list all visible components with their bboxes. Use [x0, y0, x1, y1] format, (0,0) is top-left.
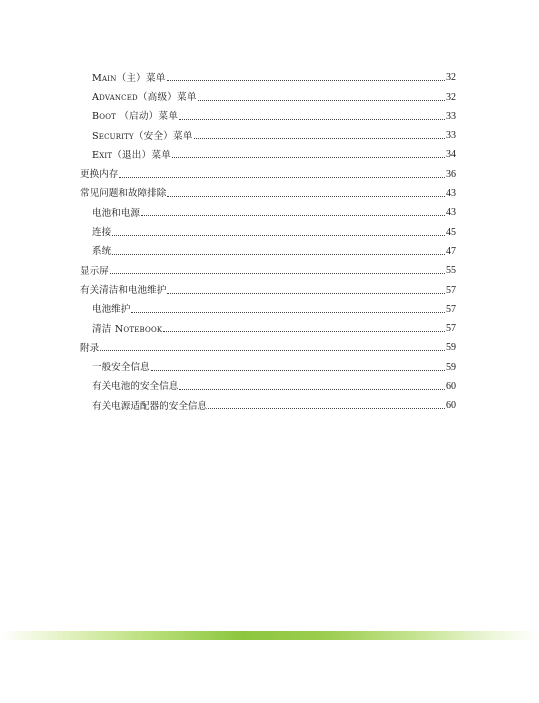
toc-entry-title: 一般安全信息	[92, 362, 150, 374]
toc-dot-leader	[179, 388, 445, 390]
toc-dot-leader	[167, 195, 445, 197]
toc-dot-leader	[172, 156, 445, 158]
toc-entry[interactable]	[80, 162, 456, 181]
toc-entry-title: 更换内存	[80, 169, 119, 181]
toc-entry-page-number: 57	[446, 303, 456, 315]
toc-entry-page-number: 43	[446, 207, 456, 219]
toc-dot-leader	[119, 176, 445, 178]
toc-dot-leader	[141, 214, 445, 216]
toc-entry-page-number: 59	[446, 361, 456, 373]
toc-entry-title: Advanced（高级）菜单	[92, 92, 197, 103]
toc-dot-leader	[179, 118, 445, 120]
toc-entry-page-number: 55	[446, 265, 456, 277]
toc-entry-page-number: 57	[446, 284, 456, 296]
toc-dot-leader	[163, 330, 445, 332]
toc-entry[interactable]	[80, 278, 456, 297]
toc-dot-leader	[167, 79, 445, 81]
toc-entry-title: 显示屏	[80, 265, 109, 277]
toc-entry[interactable]	[80, 336, 456, 355]
table-of-contents	[80, 66, 456, 413]
toc-entry[interactable]	[80, 220, 456, 239]
toc-entry-title: 有关清洁和电池维护	[80, 284, 167, 296]
toc-entry[interactable]	[80, 240, 456, 259]
toc-entry-page-number: 57	[446, 323, 456, 335]
toc-entry-title: Main（主）菜单	[92, 72, 166, 84]
toc-dot-leader	[112, 234, 445, 236]
footer-decorative-band	[0, 631, 539, 640]
toc-entry[interactable]	[80, 85, 456, 104]
toc-entry-page-number: 43	[446, 188, 456, 200]
toc-entry-title: Boot （启动）菜单	[92, 111, 179, 123]
toc-dot-leader	[112, 253, 445, 255]
toc-entry-title: 电池维护	[92, 304, 131, 316]
toc-entry-page-number: 59	[446, 342, 456, 354]
toc-dot-leader	[198, 99, 445, 101]
toc-entry-page-number: 33	[446, 130, 456, 142]
toc-dot-leader	[167, 292, 445, 294]
toc-entry[interactable]	[80, 105, 456, 124]
toc-entry-page-number: 60	[446, 381, 456, 393]
toc-entry-title: Exit（退出）菜单	[92, 149, 171, 161]
toc-entry[interactable]	[80, 66, 456, 85]
toc-entry[interactable]	[80, 143, 456, 162]
toc-entry-page-number: 36	[446, 168, 456, 180]
toc-entry-page-number: 32	[446, 72, 456, 84]
toc-entry-title: 系统	[92, 246, 112, 258]
toc-entry-title: 有关电源适配器的安全信息	[92, 400, 208, 412]
toc-entry[interactable]	[80, 259, 456, 278]
toc-dot-leader	[151, 369, 445, 371]
toc-entry-title: Security（安全）菜单	[92, 130, 193, 142]
toc-entry-title: 连接	[92, 227, 112, 239]
toc-entry[interactable]	[80, 182, 456, 201]
toc-entry[interactable]	[80, 375, 456, 394]
toc-entry-page-number: 60	[446, 400, 456, 412]
toc-entry-title: 常见问题和故障排除	[80, 188, 167, 200]
toc-entry[interactable]	[80, 124, 456, 143]
toc-entry-title: 附录	[80, 342, 100, 354]
toc-dot-leader	[194, 137, 445, 139]
toc-entry[interactable]	[80, 201, 456, 220]
toc-dot-leader	[110, 272, 445, 274]
toc-entry-title: 有关电池的安全信息	[92, 381, 179, 393]
toc-entry-title: 电池和电源	[92, 207, 140, 219]
toc-entry-page-number: 45	[446, 226, 456, 238]
toc-entry[interactable]	[80, 298, 456, 317]
toc-entry-page-number: 47	[446, 245, 456, 257]
toc-entry-page-number: 32	[446, 91, 456, 103]
toc-entry[interactable]	[80, 394, 456, 413]
toc-entry-page-number: 33	[446, 110, 456, 122]
toc-entry-title: 清洁 Notebook	[92, 323, 163, 335]
toc-dot-leader	[208, 407, 445, 409]
toc-entry[interactable]	[80, 317, 456, 336]
toc-dot-leader	[131, 311, 445, 313]
toc-entry[interactable]	[80, 355, 456, 374]
toc-dot-leader	[100, 349, 445, 351]
toc-entry-page-number: 34	[446, 149, 456, 161]
